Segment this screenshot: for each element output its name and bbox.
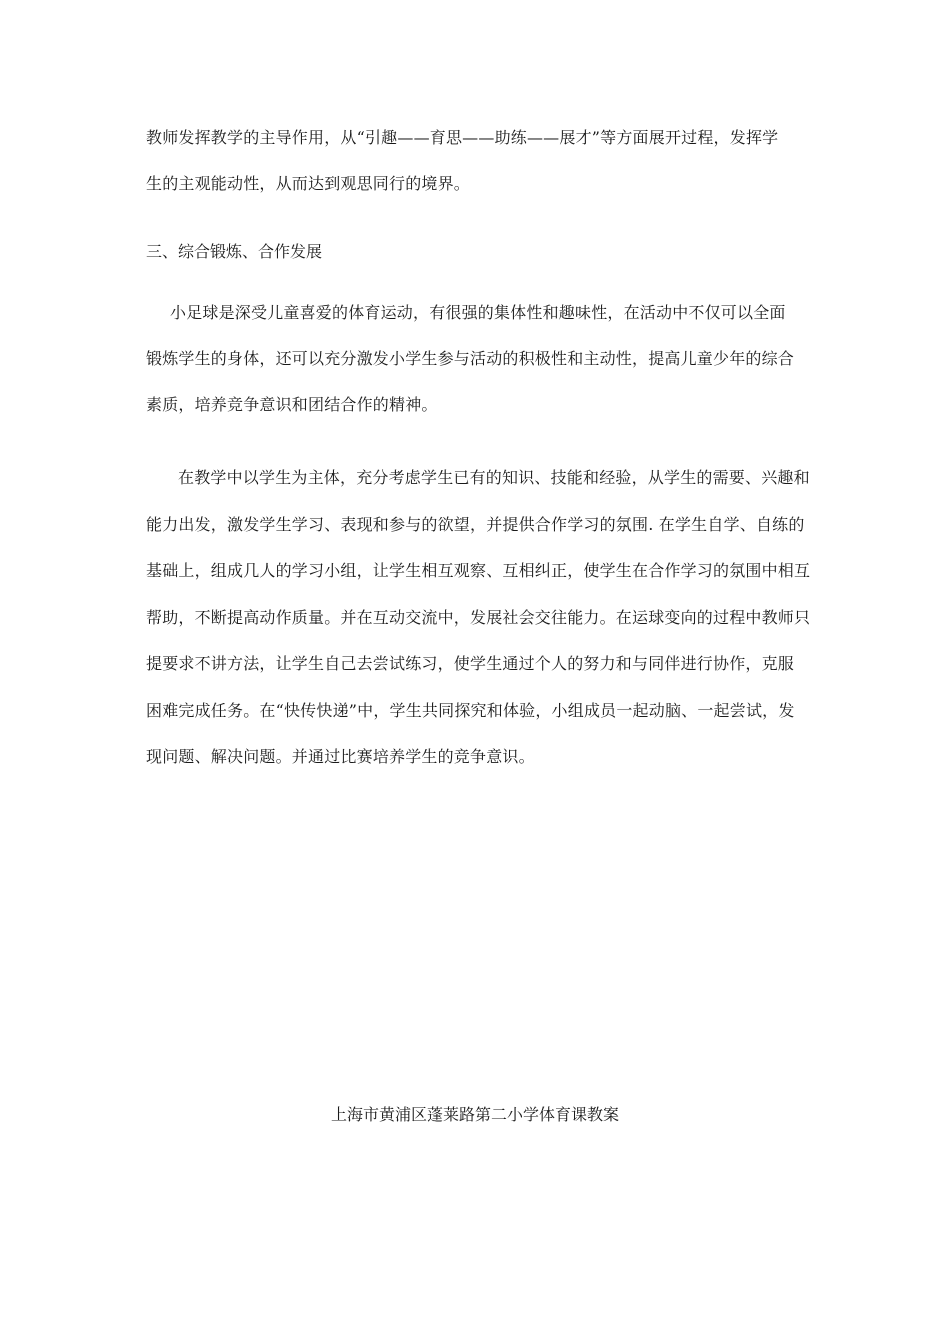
- paragraph-line: 生的主观能动性，从而达到观思同行的境界。: [146, 174, 471, 193]
- paragraph-football: [146, 290, 810, 428]
- paragraph-line: 锻炼学生的身体，还可以充分激发小学生参与活动的积极性和主动性，提高儿童少年的综合: [146, 349, 795, 368]
- paragraph-line: 小足球是深受儿童喜爱的体育运动，有很强的集体性和趣味性，在活动中不仅可以全面: [170, 303, 786, 322]
- paragraph-line: 教师发挥教学的主导作用，从“引趣——育思——助练——展才”等方面展开过程，发挥学: [146, 128, 779, 147]
- document-footer: 上海市黄浦区蓬莱路第二小学体育课教案: [330, 1105, 619, 1124]
- paragraph-line: 能力出发，激发学生学习、表现和参与的欲望，并提供合作学习的氛围. 在学生自学、自练的: [146, 514, 805, 534]
- paragraph-line: 提要求不讲方法，让学生自己去尝试练习，使学生通过个人的努力和与同伴进行协作，克服: [146, 654, 795, 673]
- paragraph-line: 困难完成任务。在“快传快递”中，学生共同探究和体验，小组成员一起动脑、一起尝试，发: [146, 700, 795, 720]
- paragraph-line: 在教学中以学生为主体，充分考虑学生已有的知识、技能和经验，从学生的需要、兴趣和: [178, 468, 810, 487]
- paragraph-teaching: [146, 455, 810, 781]
- paragraph-guiding-role: [146, 115, 810, 207]
- paragraph-line: 帮助，不断提高动作质量。并在互动交流中，发展社会交往能力。在运球变向的过程中教师只: [146, 607, 811, 627]
- paragraph-line: 素质，培养竞争意识和团结合作的精神。: [146, 395, 438, 414]
- paragraph-line: 基础上，组成几人的学习小组，让学生相互观察、互相纠正，使学生在合作学习的氛围中相互: [146, 561, 811, 580]
- section-heading-3: 三、综合锻炼、合作发展: [146, 242, 323, 261]
- paragraph-line: 现问题、解决问题。并通过比赛培养学生的竞争意识。: [146, 747, 535, 766]
